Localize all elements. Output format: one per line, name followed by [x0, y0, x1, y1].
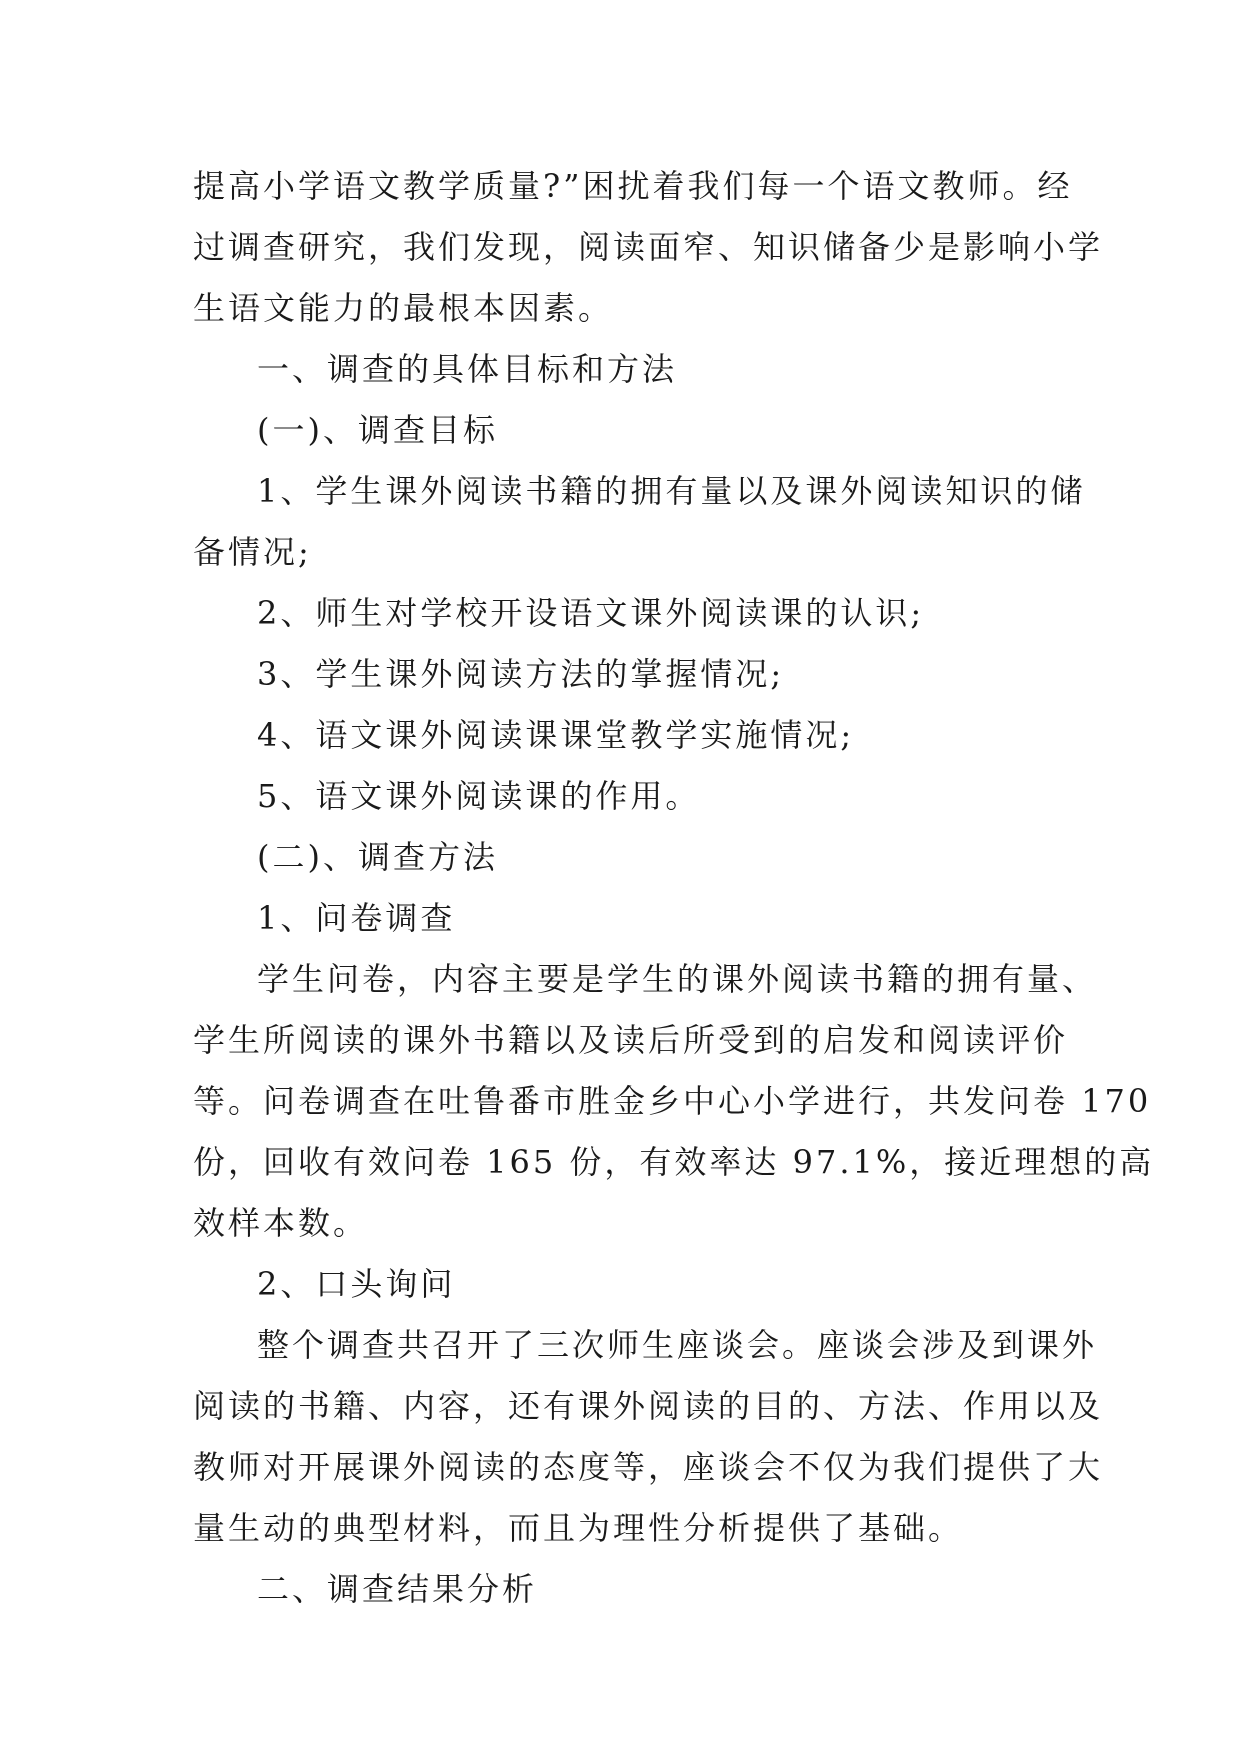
subsection-heading-methods: (二)、调查方法	[257, 838, 498, 876]
document-body	[193, 156, 1155, 1620]
method-item-2-heading: 2、口头询问	[257, 1265, 456, 1303]
goal-item-1-continued: 备情况;	[193, 533, 312, 571]
text-line-1: 提高小学语文教学质量?”困扰着我们每一个语文教师。经	[193, 167, 1073, 205]
paragraph-interview-line-2: 阅读的书籍、内容，还有课外阅读的目的、方法、作用以及	[193, 1387, 1104, 1425]
paragraph-interview-line-4: 量生动的典型材料，而且为理性分析提供了基础。	[193, 1509, 964, 1547]
goal-item-1: 1、学生课外阅读书籍的拥有量以及课外阅读知识的储	[257, 472, 1086, 510]
section-heading-1: 一、调查的具体目标和方法	[257, 350, 678, 388]
subsection-heading-goals: (一)、调查目标	[257, 411, 498, 449]
goal-item-4: 4、语文课外阅读课课堂教学实施情况;	[257, 716, 855, 754]
paragraph-questionnaire-line-5: 效样本数。	[193, 1204, 369, 1242]
paragraph-questionnaire-line-1: 学生问卷，内容主要是学生的课外阅读书籍的拥有量、	[257, 960, 1098, 998]
paragraph-interview-line-1: 整个调查共召开了三次师生座谈会。座谈会涉及到课外	[257, 1326, 1098, 1364]
goal-item-3: 3、学生课外阅读方法的掌握情况;	[257, 655, 785, 693]
goal-item-2: 2、师生对学校开设语文课外阅读课的认识;	[257, 594, 925, 632]
text-line-3: 生语文能力的最根本因素。	[193, 289, 614, 327]
method-item-1-heading: 1、问卷调查	[257, 899, 456, 937]
text-line-2: 过调查研究，我们发现，阅读面窄、知识储备少是影响小学	[193, 228, 1104, 266]
paragraph-questionnaire-line-3: 等。问卷调查在吐鲁番市胜金乡中心小学进行，共发问卷 170	[193, 1082, 1152, 1120]
section-heading-2: 二、调查结果分析	[257, 1570, 538, 1608]
paragraph-questionnaire-line-4: 份，回收有效问卷 165 份，有效率达 97.1%，接近理想的高	[193, 1143, 1155, 1181]
paragraph-questionnaire-line-2: 学生所阅读的课外书籍以及读后所受到的启发和阅读评价	[193, 1021, 1069, 1059]
paragraph-interview-line-3: 教师对开展课外阅读的态度等，座谈会不仅为我们提供了大	[193, 1448, 1104, 1486]
goal-item-5: 5、语文课外阅读课的作用。	[257, 777, 701, 815]
